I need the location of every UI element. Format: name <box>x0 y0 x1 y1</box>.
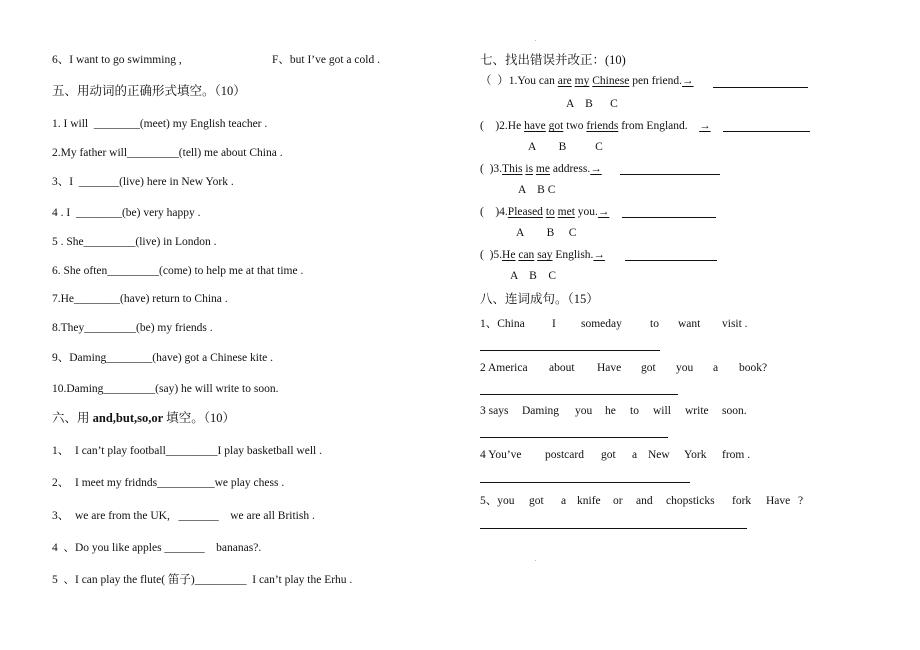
answer-line <box>625 260 717 261</box>
option-letters: A B C <box>510 270 557 282</box>
word: and <box>636 495 653 507</box>
word: a <box>713 362 719 374</box>
option-c: met <box>557 206 575 218</box>
section7-item <box>480 162 602 176</box>
section7-title: 七、找出错误并改正：(10) <box>480 53 626 67</box>
word: 1、China <box>480 318 525 330</box>
section5-item: 10.Daming_________(say) he will write to soon. <box>52 383 279 395</box>
answer-line <box>480 528 747 529</box>
arrow-icon: → <box>597 206 610 218</box>
word: someday <box>581 318 622 330</box>
arrow-icon: → <box>593 249 605 261</box>
option-b: to <box>545 206 555 218</box>
word: New <box>648 449 670 461</box>
word: about <box>549 362 575 374</box>
answer-line <box>723 131 810 132</box>
section6-title-post: 填空。（10） <box>163 411 236 425</box>
word: you <box>676 362 694 374</box>
answer-line <box>480 437 668 438</box>
item-gap: two <box>563 120 587 132</box>
word: fork <box>732 495 752 507</box>
divider-dot <box>535 560 536 561</box>
section6-title-bold: and,but,so,or <box>92 411 164 425</box>
section8-title: 八、连词成句。（15） <box>480 292 599 306</box>
section5-item: 6. She often_________(come) to help me at that time . <box>52 265 304 277</box>
word: 5、you <box>480 495 515 507</box>
word: Have <box>766 495 791 507</box>
section6-title-pre: 六、用 <box>52 411 93 425</box>
item-suffix: address. <box>549 163 591 175</box>
option-b: my <box>574 75 590 87</box>
answer-line <box>622 217 716 218</box>
left-q6-part-a: 6、I want to go swimming , <box>52 54 182 66</box>
word: ? <box>798 495 804 507</box>
option-c: Chinese <box>592 75 630 87</box>
section5-title: 五、用动词的正确形式填空。（10） <box>52 84 246 98</box>
section6-item: 1、 I can’t play football_________I play basketball well . <box>52 445 322 457</box>
word: will <box>653 405 671 417</box>
option-letters: A B C <box>516 227 577 239</box>
word: you <box>575 405 593 417</box>
section7-item <box>480 248 605 262</box>
option-b: can <box>518 249 535 261</box>
option-a: This <box>502 163 523 175</box>
word: visit . <box>722 318 748 330</box>
word: to <box>630 405 639 417</box>
item-suffix: from England. <box>618 120 688 132</box>
item-prefix: ( )3. <box>480 163 503 175</box>
word: Have <box>597 362 622 374</box>
word: soon. <box>722 405 747 417</box>
section6-title <box>52 411 235 425</box>
word: write <box>685 405 709 417</box>
section5-item: 3、I _______(live) here in New York . <box>52 176 234 188</box>
section5-item: 2.My father will_________(tell) me about China . <box>52 147 283 159</box>
section5-item: 7.He________(have) return to China . <box>52 293 228 305</box>
divider-dot <box>535 40 536 41</box>
word: book? <box>739 362 768 374</box>
left-q6-part-b: F、but I’ve got a cold . <box>272 54 380 66</box>
item-gap <box>688 120 700 132</box>
option-a: are <box>557 75 572 87</box>
answer-line <box>480 482 690 483</box>
option-c: say <box>537 249 553 261</box>
option-a: He <box>502 249 516 261</box>
word: to <box>650 318 659 330</box>
word: 4 You’ve <box>480 449 522 461</box>
word: 3 says <box>480 405 509 417</box>
section7-item <box>480 119 711 133</box>
word: a <box>561 495 567 507</box>
item-prefix: ( )2.He <box>480 120 525 132</box>
word: or <box>613 495 623 507</box>
word: postcard <box>545 449 584 461</box>
item-prefix: （ ）1.You can <box>480 75 558 87</box>
section5-item: 4 . I ________(be) very happy . <box>52 207 201 219</box>
section6-item: 3、 we are from the UK, _______ we are all British . <box>52 510 315 522</box>
item-prefix: ( )4. <box>480 206 508 218</box>
option-a: Pleased <box>507 206 543 218</box>
answer-line <box>480 394 678 395</box>
word: knife <box>577 495 601 507</box>
word: got <box>641 362 656 374</box>
option-letters: A B C <box>518 184 556 196</box>
section5-item: 1. I will ________(meet) my English teacher . <box>52 118 268 130</box>
word: from . <box>722 449 751 461</box>
item-prefix: ( )5. <box>480 249 503 261</box>
section6-item: 2、 I meet my fridnds__________we play chess . <box>52 477 285 489</box>
section6-item: 5 、I can play the flute( 笛子)_________ I can’t play the Erhu . <box>52 574 353 586</box>
word: chopsticks <box>666 495 715 507</box>
arrow-icon: → <box>699 120 711 132</box>
arrow-icon: → <box>590 163 602 175</box>
section5-item: 9、Daming________(have) got a Chinese kite . <box>52 352 274 364</box>
option-c: friends <box>586 120 619 132</box>
option-a: have <box>524 120 546 132</box>
option-c: me <box>535 163 550 175</box>
section6-item: 4 、Do you like apples _______ bananas?. <box>52 542 262 554</box>
word: 2 America <box>480 362 528 374</box>
section5-item: 5 . She_________(live) in London . <box>52 236 217 248</box>
word: got <box>529 495 544 507</box>
word: he <box>605 405 616 417</box>
word: Daming <box>522 405 560 417</box>
option-b: got <box>548 120 564 132</box>
item-suffix: pen friend. <box>629 75 683 87</box>
option-letters: A B C <box>528 141 603 153</box>
word: a <box>632 449 638 461</box>
word: I <box>552 318 556 330</box>
word: got <box>601 449 616 461</box>
answer-line <box>713 87 808 88</box>
item-suffix: you. <box>574 206 598 218</box>
section5-item: 8.They_________(be) my friends . <box>52 322 213 334</box>
section7-item <box>480 74 694 88</box>
arrow-icon: → <box>682 75 694 87</box>
section7-item <box>480 205 609 219</box>
option-letters: A B C <box>566 98 618 110</box>
word: York <box>684 449 707 461</box>
option-b: is <box>525 163 534 175</box>
word: want <box>678 318 701 330</box>
answer-line <box>620 174 720 175</box>
item-suffix: English. <box>552 249 594 261</box>
answer-line <box>480 350 660 351</box>
